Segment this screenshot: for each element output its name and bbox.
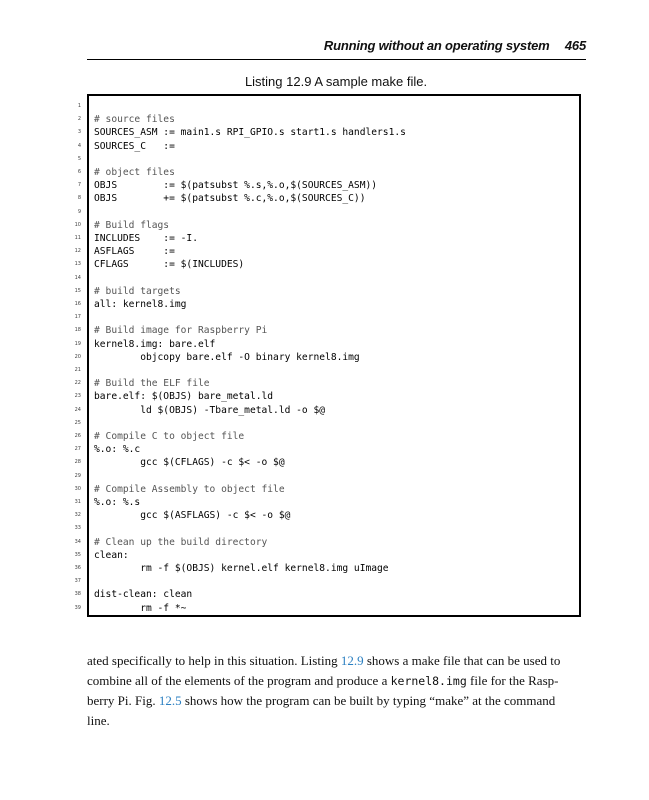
page-number: 465	[564, 38, 586, 53]
code-line: objcopy bare.elf -O binary kernel8.img	[94, 351, 360, 363]
code-line: # Compile Assembly to object file	[94, 483, 285, 495]
code-line: INCLUDES := -I.	[94, 233, 198, 244]
line-number: 17	[74, 314, 81, 321]
code-line: # Clean up the build directory	[94, 536, 268, 548]
line-number: 23	[74, 393, 81, 400]
line-number: 34	[74, 538, 81, 545]
line-number: 26	[74, 433, 81, 439]
code-line: all: kernel8.img	[94, 299, 187, 310]
code-line: kernel8.img: bare.elf	[94, 338, 216, 350]
line-number: 2	[77, 116, 81, 123]
line-number: 12	[74, 248, 81, 255]
running-header-title: Running without an operating system	[323, 38, 550, 53]
line-number: 19	[74, 340, 81, 347]
line-number: 5	[77, 155, 81, 162]
code-line: # Compile C to object file	[94, 431, 245, 442]
code-line: clean:	[94, 549, 129, 561]
code-line: OBJS := $(patsubst %.s,%.o,$(SOURCES_ASM))	[94, 180, 378, 192]
code-line: OBJS += $(patsubst %.c,%.o,$(SOURCES_C))	[94, 193, 366, 205]
line-number: 30	[74, 485, 81, 492]
code-line: rm -f $(OBJS) kernel.elf kernel8.img uImage	[94, 563, 389, 574]
code-line: # object files	[94, 167, 175, 178]
listing-label: Listing 12.9	[244, 74, 312, 89]
body-text-part3: file for the Rasp-berry Pi. Fig.	[87, 673, 559, 708]
code-line: SOURCES_C :=	[94, 140, 175, 152]
code-line: # Build the ELF file	[94, 378, 210, 390]
code-line: %.o: %.s	[94, 497, 141, 508]
line-number: 1	[77, 103, 81, 109]
line-number: 28	[74, 459, 81, 466]
line-number: 24	[74, 406, 81, 413]
line-number: 4	[77, 142, 81, 149]
line-number: 21	[74, 367, 81, 373]
line-number: 14	[74, 274, 81, 281]
code-line: rm -f *~	[94, 602, 187, 614]
figure-reference-link[interactable]: 12.5	[158, 693, 182, 708]
code-line: gcc $(ASFLAGS) -c $< -o $@	[94, 510, 291, 522]
line-number: 32	[74, 512, 81, 519]
code-line: SOURCES_ASM := main1.s RPI_GPIO.s start1.s handlers1.s	[94, 127, 406, 139]
line-number: 16	[74, 301, 81, 307]
body-text-part2: shows a make file that can be used to combine all of the elements of the program and produce a	[87, 653, 561, 688]
line-number: 25	[74, 419, 81, 426]
line-number: 29	[74, 472, 81, 479]
line-number: 36	[74, 565, 81, 571]
code-line: ld $(OBJS) -Tbare_metal.ld -o $@	[94, 404, 326, 416]
code-line: gcc $(CFLAGS) -c $< -o $@	[94, 457, 285, 469]
line-number: 10	[74, 221, 81, 228]
line-number: 37	[74, 578, 81, 585]
line-number: 15	[74, 287, 81, 294]
running-header	[324, 38, 586, 53]
code-line: dist-clean: clean	[94, 589, 193, 601]
body-text-part4: shows how the program can be built by typing “make” at the command line.	[87, 693, 556, 728]
code-line: bare.elf: $(OBJS) bare_metal.ld	[94, 391, 274, 403]
line-number: 8	[77, 195, 81, 202]
body-paragraph	[87, 651, 581, 731]
line-number: 11	[74, 235, 81, 241]
line-number: 3	[77, 129, 81, 136]
header-rule	[87, 59, 586, 60]
line-number: 18	[74, 327, 81, 334]
code-line: ASFLAGS :=	[94, 246, 175, 258]
code-line: # Build image for Raspberry Pi	[94, 325, 268, 337]
code-line: # build targets	[94, 285, 181, 297]
line-number: 9	[77, 208, 81, 215]
code-line: # Build flags	[94, 219, 170, 231]
listing-caption-text: A sample make file.	[314, 74, 428, 89]
filename-code: kernel8.img	[390, 674, 467, 688]
line-number: 33	[74, 525, 81, 532]
code-line: CFLAGS := $(INCLUDES)	[94, 259, 245, 271]
line-number: 13	[74, 261, 81, 268]
listing-caption	[0, 74, 649, 89]
line-number: 20	[74, 353, 81, 360]
line-number: 35	[74, 551, 81, 558]
line-number: 6	[77, 169, 81, 175]
code-line: # source files	[94, 114, 175, 126]
line-number: 39	[74, 604, 81, 611]
line-number: 38	[74, 591, 81, 598]
line-number: 22	[74, 380, 81, 387]
line-number: 7	[77, 182, 81, 189]
code-line: %.o: %.c	[94, 444, 141, 456]
line-number: 27	[74, 446, 81, 453]
line-number: 31	[74, 499, 81, 505]
body-text-part1: ated specifically to help in this situation. Listing	[87, 653, 341, 668]
listing-reference-link[interactable]: 12.9	[340, 653, 364, 668]
